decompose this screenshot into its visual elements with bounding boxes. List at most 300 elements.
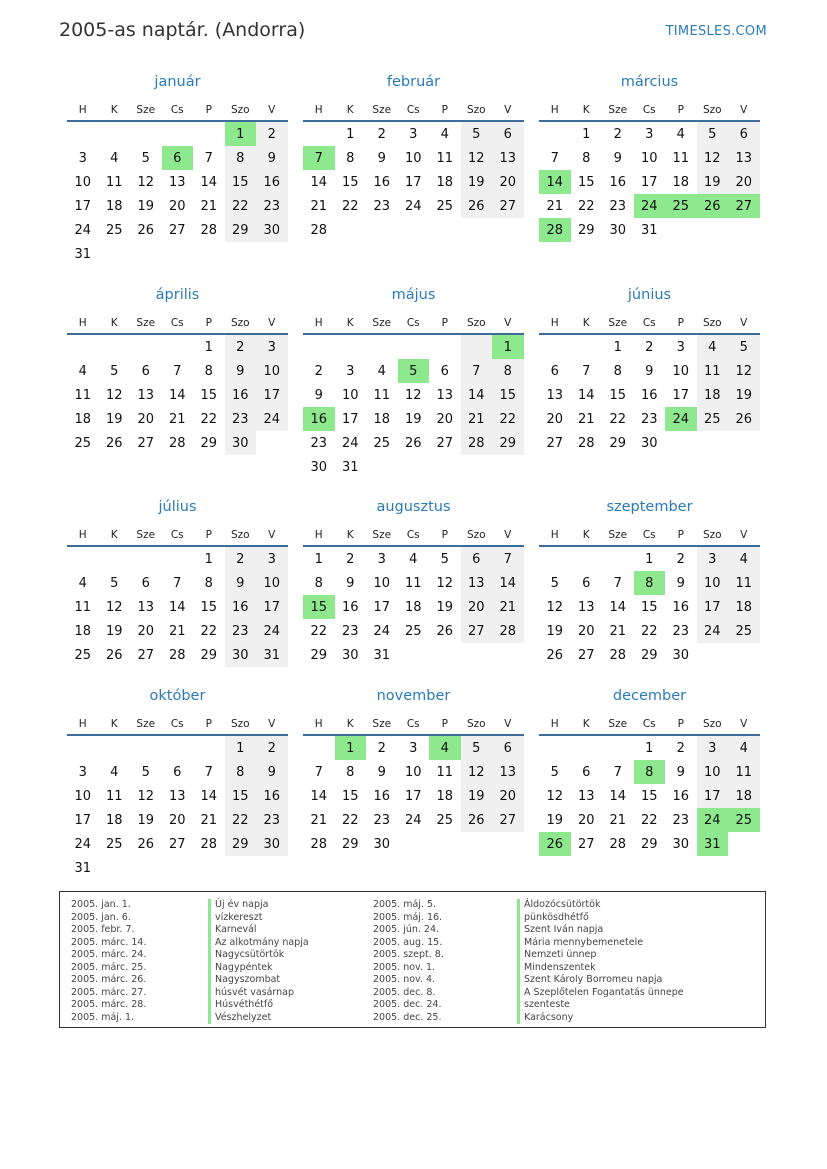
calendar-day[interactable]: 24	[634, 194, 666, 218]
calendar-day[interactable]: 1	[492, 335, 524, 359]
calendar-day[interactable]: 1	[346, 126, 355, 142]
calendar-day[interactable]: 6	[141, 575, 150, 591]
calendar-day[interactable]: 20	[492, 170, 524, 194]
calendar-day[interactable]: 31	[74, 246, 92, 262]
calendar-day[interactable]: 2	[613, 126, 622, 142]
calendar-day[interactable]: 14	[577, 387, 595, 403]
calendar-day[interactable]: 30	[256, 218, 288, 242]
calendar-day[interactable]: 15	[200, 387, 218, 403]
calendar-day[interactable]: 14	[492, 571, 524, 595]
calendar-day[interactable]: 9	[225, 359, 257, 383]
calendar-day[interactable]: 11	[373, 387, 391, 403]
calendar-day[interactable]: 28	[539, 218, 571, 242]
calendar-day[interactable]: 22	[225, 194, 257, 218]
calendar-day[interactable]: 5	[550, 764, 559, 780]
calendar-day[interactable]: 20	[577, 623, 595, 639]
calendar-day[interactable]: 15	[577, 174, 595, 190]
calendar-day[interactable]: 19	[546, 623, 564, 639]
calendar-day[interactable]: 8	[346, 150, 355, 166]
calendar-day[interactable]: 24	[256, 407, 288, 431]
calendar-day[interactable]: 17	[672, 387, 690, 403]
calendar-day[interactable]: 8	[314, 575, 323, 591]
calendar-day[interactable]: 12	[404, 387, 422, 403]
calendar-day[interactable]: 14	[609, 599, 627, 615]
calendar-day[interactable]: 25	[105, 222, 123, 238]
calendar-day[interactable]: 15	[640, 599, 658, 615]
calendar-day[interactable]: 28	[310, 836, 328, 852]
calendar-day[interactable]: 12	[546, 599, 564, 615]
calendar-day[interactable]: 8	[225, 146, 257, 170]
calendar-day[interactable]: 12	[105, 387, 123, 403]
calendar-day[interactable]: 12	[436, 575, 454, 591]
calendar-day[interactable]: 17	[404, 788, 422, 804]
calendar-day[interactable]: 30	[373, 836, 391, 852]
calendar-day[interactable]: 29	[225, 832, 257, 856]
calendar-day[interactable]: 22	[310, 623, 328, 639]
calendar-day[interactable]: 26	[546, 647, 564, 663]
calendar-day[interactable]: 7	[550, 150, 559, 166]
calendar-day[interactable]: 8	[492, 359, 524, 383]
calendar-day[interactable]: 29	[609, 435, 627, 451]
calendar-day[interactable]: 1	[314, 551, 323, 567]
calendar-day[interactable]: 2	[314, 363, 323, 379]
calendar-day[interactable]: 28	[492, 619, 524, 643]
calendar-day[interactable]: 9	[256, 146, 288, 170]
calendar-day[interactable]: 27	[436, 435, 454, 451]
calendar-day[interactable]: 25	[105, 836, 123, 852]
calendar-day[interactable]: 15	[303, 595, 335, 619]
calendar-day[interactable]: 3	[346, 363, 355, 379]
calendar-day[interactable]: 9	[377, 150, 386, 166]
calendar-day[interactable]: 5	[728, 335, 760, 359]
calendar-day[interactable]: 2	[256, 122, 288, 146]
calendar-day[interactable]: 1	[645, 740, 654, 756]
calendar-day[interactable]: 11	[74, 599, 92, 615]
calendar-day[interactable]: 7	[613, 575, 622, 591]
calendar-day[interactable]: 18	[373, 411, 391, 427]
calendar-day[interactable]: 6	[440, 363, 449, 379]
calendar-day[interactable]: 10	[697, 760, 729, 784]
calendar-day[interactable]: 10	[256, 359, 288, 383]
calendar-day[interactable]: 27	[577, 836, 595, 852]
calendar-day[interactable]: 15	[225, 170, 257, 194]
calendar-day[interactable]: 20	[137, 623, 155, 639]
calendar-day[interactable]: 30	[640, 435, 658, 451]
calendar-day[interactable]: 18	[436, 174, 454, 190]
calendar-day[interactable]: 24	[74, 836, 92, 852]
calendar-day[interactable]: 31	[697, 832, 729, 856]
calendar-day[interactable]: 23	[341, 623, 359, 639]
calendar-day[interactable]: 24	[665, 407, 697, 431]
calendar-day[interactable]: 30	[672, 836, 690, 852]
calendar-day[interactable]: 30	[225, 431, 257, 455]
calendar-day[interactable]: 15	[640, 788, 658, 804]
calendar-day[interactable]: 9	[676, 575, 685, 591]
calendar-day[interactable]: 21	[200, 198, 218, 214]
calendar-day[interactable]: 3	[256, 547, 288, 571]
calendar-day[interactable]: 9	[346, 575, 355, 591]
calendar-day[interactable]: 20	[728, 170, 760, 194]
calendar-day[interactable]: 2	[377, 740, 386, 756]
calendar-day[interactable]: 20	[461, 595, 493, 619]
calendar-day[interactable]: 12	[461, 146, 493, 170]
calendar-day[interactable]: 14	[461, 383, 493, 407]
calendar-day[interactable]: 17	[640, 174, 658, 190]
calendar-day[interactable]: 31	[74, 860, 92, 876]
calendar-day[interactable]: 12	[697, 146, 729, 170]
calendar-day[interactable]: 14	[168, 599, 186, 615]
calendar-day[interactable]: 9	[225, 571, 257, 595]
calendar-day[interactable]: 4	[377, 363, 386, 379]
calendar-day[interactable]: 16	[341, 599, 359, 615]
calendar-day[interactable]: 9	[613, 150, 622, 166]
calendar-day[interactable]: 24	[404, 198, 422, 214]
calendar-day[interactable]: 20	[492, 784, 524, 808]
calendar-day[interactable]: 14	[200, 174, 218, 190]
calendar-day[interactable]: 24	[373, 623, 391, 639]
calendar-day[interactable]: 4	[676, 126, 685, 142]
calendar-day[interactable]: 29	[577, 222, 595, 238]
calendar-day[interactable]: 10	[373, 575, 391, 591]
calendar-day[interactable]: 30	[310, 459, 328, 475]
calendar-day[interactable]: 8	[634, 571, 666, 595]
calendar-day[interactable]: 17	[341, 411, 359, 427]
calendar-day[interactable]: 12	[137, 788, 155, 804]
calendar-day[interactable]: 27	[168, 222, 186, 238]
calendar-day[interactable]: 3	[645, 126, 654, 142]
calendar-day[interactable]: 11	[436, 764, 454, 780]
calendar-day[interactable]: 23	[225, 619, 257, 643]
calendar-day[interactable]: 16	[640, 387, 658, 403]
calendar-day[interactable]: 3	[377, 551, 386, 567]
calendar-day[interactable]: 16	[672, 788, 690, 804]
calendar-day[interactable]: 8	[582, 150, 591, 166]
calendar-day[interactable]: 4	[728, 736, 760, 760]
calendar-day[interactable]: 18	[728, 784, 760, 808]
calendar-day[interactable]: 31	[341, 459, 359, 475]
calendar-day[interactable]: 26	[539, 832, 571, 856]
calendar-day[interactable]: 12	[546, 788, 564, 804]
calendar-day[interactable]: 18	[436, 788, 454, 804]
calendar-day[interactable]: 28	[609, 836, 627, 852]
calendar-day[interactable]: 26	[461, 808, 493, 832]
calendar-day[interactable]: 3	[697, 547, 729, 571]
calendar-day[interactable]: 20	[168, 812, 186, 828]
calendar-day[interactable]: 6	[461, 547, 493, 571]
calendar-day[interactable]: 5	[440, 551, 449, 567]
calendar-day[interactable]: 10	[404, 150, 422, 166]
brand-logo-text[interactable]: TIMESLES.COM	[665, 24, 767, 39]
calendar-day[interactable]: 13	[137, 387, 155, 403]
calendar-day[interactable]: 11	[105, 788, 123, 804]
calendar-day[interactable]: 5	[141, 150, 150, 166]
calendar-day[interactable]: 23	[672, 623, 690, 639]
calendar-day[interactable]: 25	[728, 808, 760, 832]
calendar-day[interactable]: 23	[225, 407, 257, 431]
calendar-day[interactable]: 15	[341, 788, 359, 804]
calendar-day[interactable]: 7	[173, 363, 182, 379]
calendar-day[interactable]: 27	[168, 836, 186, 852]
calendar-day[interactable]: 23	[256, 808, 288, 832]
calendar-day[interactable]: 8	[634, 760, 666, 784]
calendar-day[interactable]: 26	[137, 222, 155, 238]
calendar-day[interactable]: 26	[404, 435, 422, 451]
calendar-day[interactable]: 12	[461, 760, 493, 784]
calendar-day[interactable]: 23	[373, 198, 391, 214]
calendar-day[interactable]: 4	[409, 551, 418, 567]
calendar-day[interactable]: 31	[640, 222, 658, 238]
calendar-day[interactable]: 17	[74, 812, 92, 828]
calendar-day[interactable]: 1	[645, 551, 654, 567]
calendar-day[interactable]: 7	[303, 146, 335, 170]
calendar-day[interactable]: 19	[697, 170, 729, 194]
calendar-day[interactable]: 21	[492, 595, 524, 619]
calendar-day[interactable]: 28	[168, 647, 186, 663]
calendar-day[interactable]: 21	[200, 812, 218, 828]
calendar-day[interactable]: 8	[204, 575, 213, 591]
calendar-day[interactable]: 17	[373, 599, 391, 615]
calendar-day[interactable]: 5	[141, 764, 150, 780]
calendar-day[interactable]: 20	[577, 812, 595, 828]
calendar-day[interactable]: 10	[672, 363, 690, 379]
calendar-day[interactable]: 16	[256, 784, 288, 808]
calendar-day[interactable]: 1	[225, 736, 257, 760]
calendar-day[interactable]: 14	[310, 174, 328, 190]
calendar-day[interactable]: 14	[200, 788, 218, 804]
calendar-day[interactable]: 26	[137, 836, 155, 852]
calendar-day[interactable]: 9	[377, 764, 386, 780]
calendar-day[interactable]: 27	[577, 647, 595, 663]
calendar-day[interactable]: 30	[609, 222, 627, 238]
calendar-day[interactable]: 1	[613, 339, 622, 355]
calendar-day[interactable]: 18	[404, 599, 422, 615]
calendar-day[interactable]: 25	[404, 623, 422, 639]
calendar-day[interactable]: 21	[310, 812, 328, 828]
calendar-day[interactable]: 19	[105, 411, 123, 427]
calendar-day[interactable]: 29	[492, 431, 524, 455]
calendar-day[interactable]: 2	[346, 551, 355, 567]
calendar-day[interactable]: 19	[461, 170, 493, 194]
calendar-day[interactable]: 12	[105, 599, 123, 615]
calendar-day[interactable]: 30	[341, 647, 359, 663]
calendar-day[interactable]: 20	[546, 411, 564, 427]
calendar-day[interactable]: 4	[429, 736, 461, 760]
calendar-day[interactable]: 26	[436, 623, 454, 639]
calendar-day[interactable]: 5	[461, 122, 493, 146]
calendar-day[interactable]: 15	[200, 599, 218, 615]
calendar-day[interactable]: 27	[546, 435, 564, 451]
calendar-day[interactable]: 22	[577, 198, 595, 214]
calendar-day[interactable]: 29	[225, 218, 257, 242]
calendar-day[interactable]: 16	[609, 174, 627, 190]
calendar-day[interactable]: 25	[74, 435, 92, 451]
calendar-day[interactable]: 19	[546, 812, 564, 828]
calendar-day[interactable]: 26	[105, 647, 123, 663]
calendar-day[interactable]: 6	[582, 764, 591, 780]
calendar-day[interactable]: 10	[640, 150, 658, 166]
calendar-day[interactable]: 13	[168, 174, 186, 190]
calendar-day[interactable]: 27	[137, 435, 155, 451]
calendar-day[interactable]: 3	[409, 740, 418, 756]
calendar-day[interactable]: 4	[110, 150, 119, 166]
calendar-day[interactable]: 13	[137, 599, 155, 615]
calendar-day[interactable]: 2	[676, 551, 685, 567]
calendar-day[interactable]: 6	[492, 122, 524, 146]
calendar-day[interactable]: 6	[550, 363, 559, 379]
calendar-day[interactable]: 28	[310, 222, 328, 238]
calendar-day[interactable]: 19	[404, 411, 422, 427]
calendar-day[interactable]: 18	[697, 383, 729, 407]
calendar-day[interactable]: 3	[676, 339, 685, 355]
calendar-day[interactable]: 6	[492, 736, 524, 760]
calendar-day[interactable]: 25	[436, 198, 454, 214]
calendar-day[interactable]: 14	[609, 788, 627, 804]
calendar-day[interactable]: 28	[461, 431, 493, 455]
calendar-day[interactable]: 22	[225, 808, 257, 832]
calendar-day[interactable]: 13	[546, 387, 564, 403]
calendar-day[interactable]: 15	[341, 174, 359, 190]
calendar-day[interactable]: 27	[492, 194, 524, 218]
calendar-day[interactable]: 19	[105, 623, 123, 639]
calendar-day[interactable]: 20	[436, 411, 454, 427]
calendar-day[interactable]: 26	[728, 407, 760, 431]
calendar-day[interactable]: 3	[697, 736, 729, 760]
calendar-day[interactable]: 21	[461, 407, 493, 431]
calendar-day[interactable]: 21	[168, 623, 186, 639]
calendar-day[interactable]: 9	[314, 387, 323, 403]
calendar-day[interactable]: 23	[672, 812, 690, 828]
calendar-day[interactable]: 6	[728, 122, 760, 146]
calendar-day[interactable]: 23	[310, 435, 328, 451]
calendar-day[interactable]: 4	[697, 335, 729, 359]
calendar-day[interactable]: 17	[256, 595, 288, 619]
calendar-day[interactable]: 15	[609, 387, 627, 403]
calendar-day[interactable]: 29	[341, 836, 359, 852]
calendar-day[interactable]: 19	[461, 784, 493, 808]
calendar-day[interactable]: 16	[672, 599, 690, 615]
calendar-day[interactable]: 4	[110, 764, 119, 780]
calendar-day[interactable]: 18	[105, 812, 123, 828]
calendar-day[interactable]: 14	[539, 170, 571, 194]
calendar-day[interactable]: 11	[74, 387, 92, 403]
calendar-day[interactable]: 5	[110, 575, 119, 591]
calendar-day[interactable]: 25	[74, 647, 92, 663]
calendar-day[interactable]: 2	[676, 740, 685, 756]
calendar-day[interactable]: 23	[373, 812, 391, 828]
calendar-day[interactable]: 7	[613, 764, 622, 780]
calendar-day[interactable]: 25	[728, 619, 760, 643]
calendar-day[interactable]: 26	[461, 194, 493, 218]
calendar-day[interactable]: 23	[640, 411, 658, 427]
calendar-day[interactable]: 18	[728, 595, 760, 619]
calendar-day[interactable]: 11	[436, 150, 454, 166]
calendar-day[interactable]: 8	[204, 363, 213, 379]
calendar-day[interactable]: 22	[640, 812, 658, 828]
calendar-day[interactable]: 28	[200, 836, 218, 852]
calendar-day[interactable]: 23	[609, 198, 627, 214]
calendar-day[interactable]: 17	[404, 174, 422, 190]
calendar-day[interactable]: 20	[137, 411, 155, 427]
calendar-day[interactable]: 13	[492, 146, 524, 170]
calendar-day[interactable]: 11	[728, 571, 760, 595]
calendar-day[interactable]: 19	[137, 812, 155, 828]
calendar-day[interactable]: 9	[256, 760, 288, 784]
calendar-day[interactable]: 13	[168, 788, 186, 804]
calendar-day[interactable]: 2	[225, 547, 257, 571]
calendar-day[interactable]: 13	[577, 599, 595, 615]
calendar-day[interactable]: 19	[436, 599, 454, 615]
calendar-day[interactable]: 7	[173, 575, 182, 591]
calendar-day[interactable]: 31	[373, 647, 391, 663]
calendar-day[interactable]: 10	[697, 571, 729, 595]
calendar-day[interactable]: 13	[577, 788, 595, 804]
calendar-day[interactable]: 18	[105, 198, 123, 214]
calendar-day[interactable]: 10	[256, 571, 288, 595]
calendar-day[interactable]: 5	[697, 122, 729, 146]
calendar-day[interactable]: 16	[225, 383, 257, 407]
calendar-day[interactable]: 22	[200, 623, 218, 639]
calendar-day[interactable]: 21	[609, 623, 627, 639]
calendar-day[interactable]: 27	[728, 194, 760, 218]
calendar-day[interactable]: 17	[697, 595, 729, 619]
calendar-day[interactable]: 10	[74, 174, 92, 190]
calendar-day[interactable]: 15	[492, 383, 524, 407]
calendar-day[interactable]: 22	[609, 411, 627, 427]
calendar-day[interactable]: 6	[162, 146, 194, 170]
calendar-day[interactable]: 9	[645, 363, 654, 379]
calendar-day[interactable]: 2	[377, 126, 386, 142]
calendar-day[interactable]: 19	[137, 198, 155, 214]
calendar-day[interactable]: 11	[672, 150, 690, 166]
calendar-day[interactable]: 6	[173, 764, 182, 780]
calendar-day[interactable]: 7	[314, 764, 323, 780]
calendar-day[interactable]: 13	[461, 571, 493, 595]
calendar-day[interactable]: 23	[256, 194, 288, 218]
calendar-day[interactable]: 24	[256, 619, 288, 643]
calendar-day[interactable]: 7	[204, 150, 213, 166]
calendar-day[interactable]: 6	[582, 575, 591, 591]
calendar-day[interactable]: 10	[74, 788, 92, 804]
calendar-day[interactable]: 25	[665, 194, 697, 218]
calendar-day[interactable]: 5	[461, 736, 493, 760]
calendar-day[interactable]: 26	[697, 194, 729, 218]
calendar-day[interactable]: 21	[577, 411, 595, 427]
calendar-day[interactable]: 3	[78, 764, 87, 780]
calendar-day[interactable]: 17	[74, 198, 92, 214]
calendar-day[interactable]: 7	[492, 547, 524, 571]
calendar-day[interactable]: 5	[550, 575, 559, 591]
calendar-day[interactable]: 24	[697, 619, 729, 643]
calendar-day[interactable]: 8	[225, 760, 257, 784]
calendar-day[interactable]: 21	[546, 198, 564, 214]
calendar-day[interactable]: 29	[640, 647, 658, 663]
calendar-day[interactable]: 27	[137, 647, 155, 663]
calendar-day[interactable]: 25	[373, 435, 391, 451]
calendar-day[interactable]: 5	[110, 363, 119, 379]
calendar-day[interactable]: 28	[200, 222, 218, 238]
calendar-day[interactable]: 28	[609, 647, 627, 663]
calendar-day[interactable]: 16	[373, 174, 391, 190]
calendar-day[interactable]: 12	[728, 359, 760, 383]
calendar-day[interactable]: 30	[256, 832, 288, 856]
calendar-day[interactable]: 4	[78, 363, 87, 379]
calendar-day[interactable]: 16	[303, 407, 335, 431]
calendar-day[interactable]: 21	[168, 411, 186, 427]
calendar-day[interactable]: 1	[225, 122, 257, 146]
calendar-day[interactable]: 22	[341, 812, 359, 828]
calendar-day[interactable]: 1	[204, 339, 213, 355]
calendar-day[interactable]: 4	[728, 547, 760, 571]
